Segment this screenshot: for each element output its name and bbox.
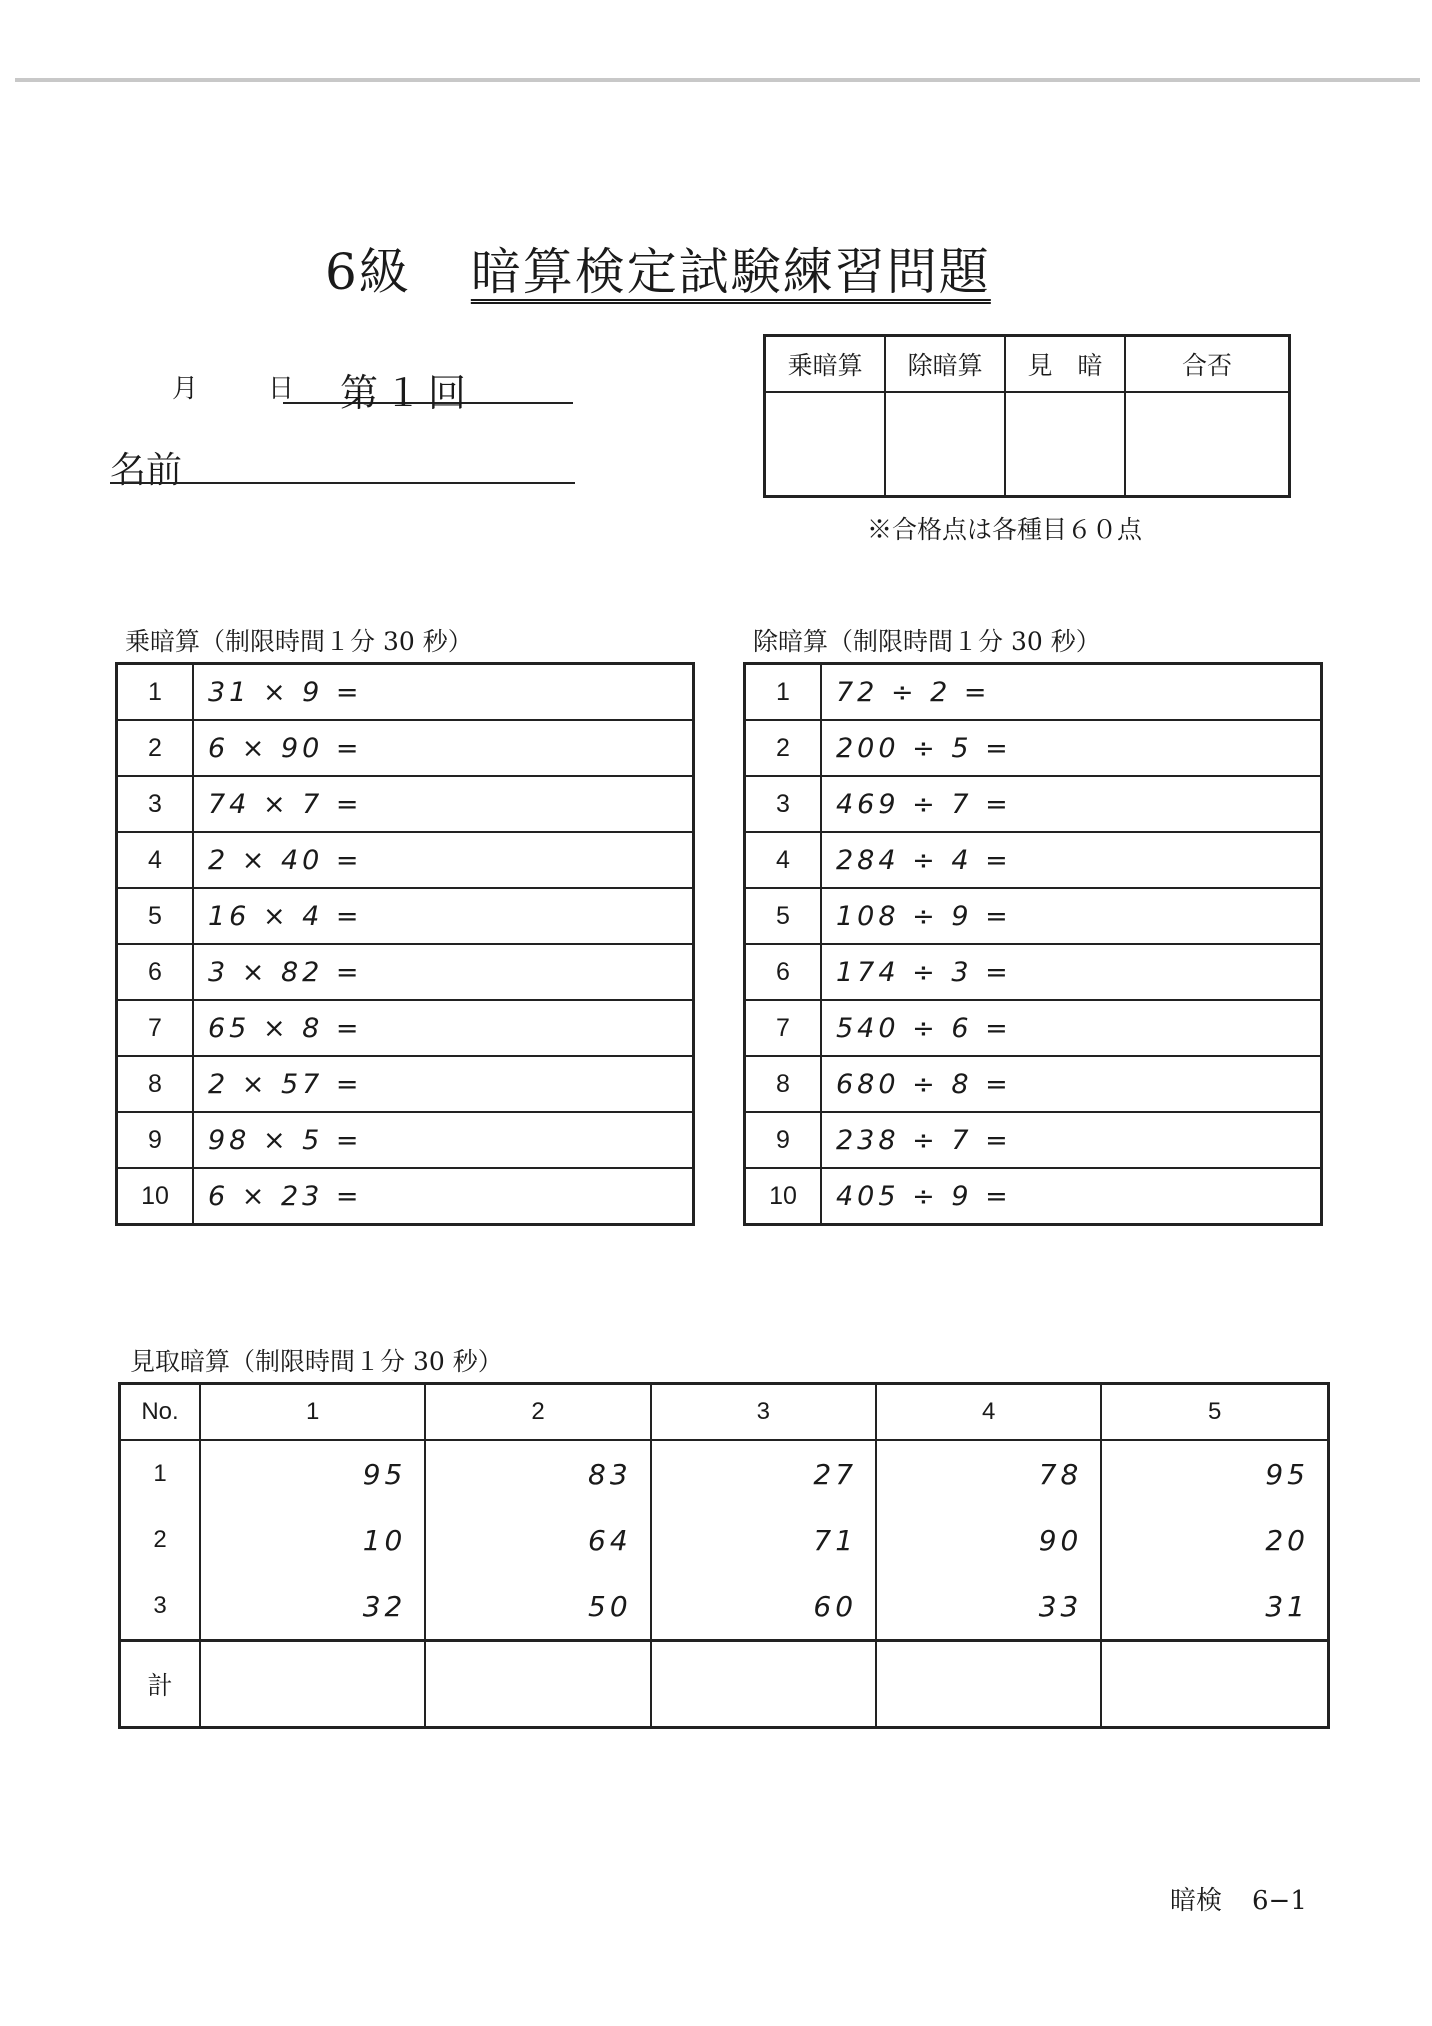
- table-cell: 64: [425, 1507, 650, 1573]
- problem-number: 1: [745, 664, 822, 721]
- table-row: [745, 720, 1322, 776]
- table-cell: 10: [200, 1507, 425, 1573]
- name-label: 名前: [110, 450, 183, 491]
- problem-number: 2: [745, 720, 822, 776]
- score-cell-mul: [765, 392, 886, 497]
- multiplication-table: [115, 662, 695, 1226]
- score-cell-div: [885, 392, 1005, 497]
- problem-expression: 2 × 57 =: [193, 1056, 694, 1112]
- division-label: 除暗算（制限時間１分 30 秒）: [753, 627, 1101, 656]
- problem-expression: 65 × 8 =: [193, 1000, 694, 1056]
- table-cell: 95: [1101, 1440, 1328, 1507]
- problem-expression: 6 × 23 =: [193, 1168, 694, 1225]
- scan-edge-line: [15, 78, 1420, 82]
- problem-expression: 2 × 40 =: [193, 832, 694, 888]
- table-header-row: [120, 1384, 1329, 1441]
- column-header: No.: [120, 1384, 201, 1441]
- table-row: [117, 888, 694, 944]
- table-row: [745, 1168, 1322, 1225]
- table-row: [745, 888, 1322, 944]
- table-row: [117, 720, 694, 776]
- problem-expression: 174 ÷ 3 =: [821, 944, 1322, 1000]
- multiplication-label: 乗暗算（制限時間１分 30 秒）: [125, 627, 473, 656]
- table-cell: 20: [1101, 1507, 1328, 1573]
- problem-number: 6: [117, 944, 194, 1000]
- table-row: [117, 776, 694, 832]
- problem-expression: 16 × 4 =: [193, 888, 694, 944]
- table-row: [117, 664, 694, 721]
- problem-expression: 680 ÷ 8 =: [821, 1056, 1322, 1112]
- problem-number: 5: [117, 888, 194, 944]
- table-row: [117, 1000, 694, 1056]
- table-row: [117, 1056, 694, 1112]
- problem-expression: 200 ÷ 5 =: [821, 720, 1322, 776]
- footer-label: 暗検: [1170, 1886, 1223, 1916]
- table-cell: 78: [876, 1440, 1101, 1507]
- problem-number: 6: [745, 944, 822, 1000]
- table-cell: 95: [200, 1440, 425, 1507]
- problem-number: 3: [745, 776, 822, 832]
- table-cell: 31: [1101, 1573, 1328, 1641]
- name-field-line: [110, 482, 575, 484]
- problem-number: 8: [745, 1056, 822, 1112]
- division-table: [743, 662, 1323, 1226]
- problem-expression: 540 ÷ 6 =: [821, 1000, 1322, 1056]
- mitori-label: 見取暗算（制限時間１分 30 秒）: [130, 1347, 503, 1376]
- total-cell: [425, 1641, 650, 1728]
- row-label: 3: [120, 1573, 201, 1641]
- table-row: [745, 776, 1322, 832]
- table-cell: 83: [425, 1440, 650, 1507]
- total-cell: [200, 1641, 425, 1728]
- problem-number: 4: [117, 832, 194, 888]
- grade-label: 6級: [325, 243, 411, 301]
- table-cell: 32: [200, 1573, 425, 1641]
- problem-expression: 284 ÷ 4 =: [821, 832, 1322, 888]
- problem-expression: 72 ÷ 2 =: [821, 664, 1322, 721]
- table-row: [745, 664, 1322, 721]
- problem-number: 1: [117, 664, 194, 721]
- table-cell: 50: [425, 1573, 650, 1641]
- score-table: [763, 334, 1291, 498]
- problem-number: 9: [117, 1112, 194, 1168]
- table-cell: 33: [876, 1573, 1101, 1641]
- total-cell: [876, 1641, 1101, 1728]
- score-header-mitori: 見 暗: [1005, 336, 1125, 393]
- problem-expression: 6 × 90 =: [193, 720, 694, 776]
- table-cell: 90: [876, 1507, 1101, 1573]
- table-row: [745, 1056, 1322, 1112]
- column-header: 2: [425, 1384, 650, 1441]
- table-row: [745, 1112, 1322, 1168]
- month-label: 月: [172, 374, 199, 404]
- score-cell-pass: [1125, 392, 1290, 497]
- problem-number: 10: [117, 1168, 194, 1225]
- session-number: 第１回: [340, 371, 473, 415]
- column-header: 4: [876, 1384, 1101, 1441]
- problem-expression: 405 ÷ 9 =: [821, 1168, 1322, 1225]
- table-cell: 60: [651, 1573, 876, 1641]
- problem-number: 5: [745, 888, 822, 944]
- score-header-mul: 乗暗算: [765, 336, 886, 393]
- problem-expression: 469 ÷ 7 =: [821, 776, 1322, 832]
- score-header-pass: 合否: [1125, 336, 1290, 393]
- page-footer: [1170, 1880, 1307, 1917]
- row-label: 1: [120, 1440, 201, 1507]
- table-row: [117, 1112, 694, 1168]
- footer-code: 6−1: [1252, 1886, 1307, 1916]
- table-row: [117, 1168, 694, 1225]
- problem-expression: 31 × 9 =: [193, 664, 694, 721]
- problem-expression: 238 ÷ 7 =: [821, 1112, 1322, 1168]
- total-label: 計: [120, 1641, 201, 1728]
- problem-number: 8: [117, 1056, 194, 1112]
- day-label: 日: [268, 374, 295, 404]
- row-label: 2: [120, 1507, 201, 1573]
- table-row: [745, 1000, 1322, 1056]
- total-cell: [651, 1641, 876, 1728]
- problem-expression: 3 × 82 =: [193, 944, 694, 1000]
- page-title: [325, 232, 991, 304]
- problem-number: 3: [117, 776, 194, 832]
- title-text: 暗算検定試験練習問題: [470, 243, 991, 301]
- column-header: 3: [651, 1384, 876, 1441]
- table-cell: 27: [651, 1440, 876, 1507]
- date-field: [172, 368, 294, 405]
- table-row: [117, 832, 694, 888]
- passing-note: ※合格点は各種目６０点: [867, 515, 1143, 544]
- problem-number: 9: [745, 1112, 822, 1168]
- column-header: 1: [200, 1384, 425, 1441]
- problem-expression: 98 × 5 =: [193, 1112, 694, 1168]
- problem-number: 10: [745, 1168, 822, 1225]
- table-row: [117, 944, 694, 1000]
- score-cell-mitori: [1005, 392, 1125, 497]
- table-row: [745, 832, 1322, 888]
- table-row: [120, 1507, 1329, 1573]
- score-header-div: 除暗算: [885, 336, 1005, 393]
- mitori-table: [118, 1382, 1330, 1729]
- problem-number: 7: [745, 1000, 822, 1056]
- problem-expression: 108 ÷ 9 =: [821, 888, 1322, 944]
- table-cell: 71: [651, 1507, 876, 1573]
- total-cell: [1101, 1641, 1328, 1728]
- table-row: [120, 1573, 1329, 1641]
- total-row: [120, 1641, 1329, 1728]
- column-header: 5: [1101, 1384, 1328, 1441]
- problem-number: 7: [117, 1000, 194, 1056]
- table-row: [745, 944, 1322, 1000]
- table-row: [120, 1440, 1329, 1507]
- problem-number: 2: [117, 720, 194, 776]
- problem-expression: 74 × 7 =: [193, 776, 694, 832]
- problem-number: 4: [745, 832, 822, 888]
